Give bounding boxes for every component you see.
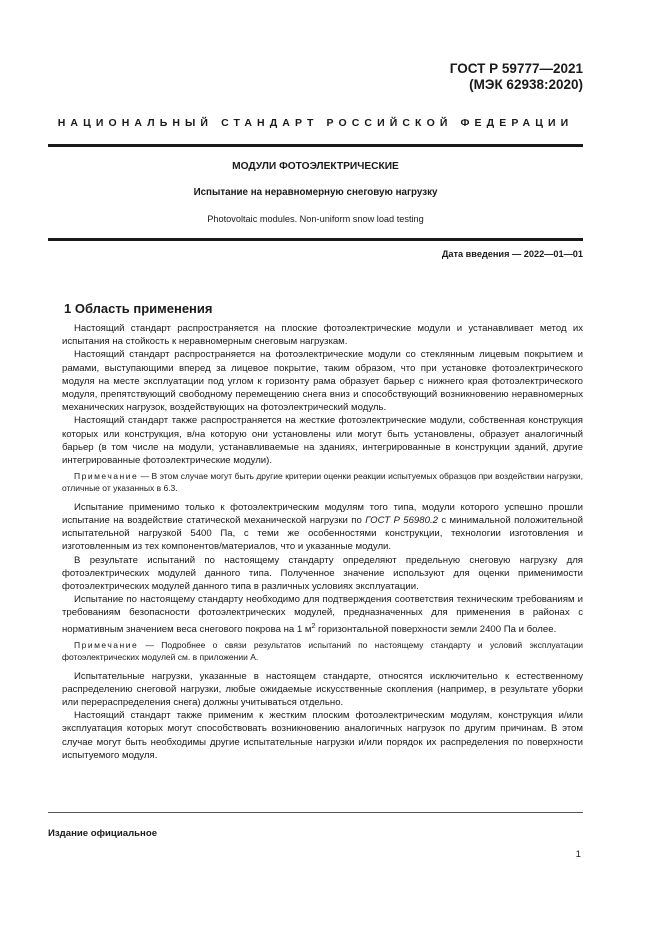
iec-number: (МЭК 62938:2020)	[469, 77, 583, 92]
bottom-divider	[48, 238, 583, 241]
english-title: Photovoltaic modules. Non-uniform snow load testing	[207, 214, 424, 224]
note-text: — В этом случае могут быть другие критерии оценки реакции испытуемых образцов при воздействии нагрузки, отличные от указанных в 6.3.	[62, 471, 583, 494]
paragraph: Испытание применимо только к фотоэлектрическим модулям того типа, модули которого успешно прошли испытание на воздействие статической механической нагрузки по ГОСТ Р 56980.2 с минимальной положительной испытательной нагрузкой 5400 Па, с теми же особенностями конструкции, технологии изготовления и изготовленным из тех компонентов/материалов, что и указанные модули.	[62, 501, 583, 553]
note-label: Примечание	[74, 471, 139, 482]
paragraph: Настоящий стандарт распространяется на плоские фотоэлектрические модули и устанавливает метод их испытания на стойкость к неравномерным снеговым нагрузкам.	[62, 323, 583, 348]
official-edition-label: Издание официальное	[48, 828, 158, 839]
paragraph: Настоящий стандарт распространяется на фотоэлектрические модули со стеклянным лицевым покрытием и рамами, выступающими вперед за лицевое покрытие, таким образом, что при установке фотоэлектрического модуля на месте эксплуатации под углом к горизонту рама образует барьер с нижнего края фотоэлектрического модуля, препятствующий свободному перемещению снега вниз и способствующий возникновению неравномерных механических нагрузок, воздействующих на фотоэлектрический модуль.	[62, 349, 583, 414]
note-text: — Подробнее о связи результатов испытаний по настоящему стандарту и условий эксплуатации фотоэлектрических модулей см. в приложении А.	[62, 640, 583, 662]
paragraph: Настоящий стандарт также распространяется на жесткие фотоэлектрические модули, собственная конструкция которых или конструкция, в/на которую они установлены или могут быть установлены, образует аналогичный барьер (в том числе на модули, устанавливаемые на зданиях, интегрированные в конструкции зданий, другие интегрированные фотоэлектрические модули).	[62, 415, 583, 467]
introduction-date: Дата введения — 2022—01—01	[441, 249, 583, 259]
standard-reference: ГОСТ Р 56980.2	[365, 515, 438, 527]
note-label: Примечание	[74, 640, 139, 651]
section-body	[62, 322, 583, 762]
page-number: 1	[575, 849, 581, 860]
standard-code	[450, 61, 583, 93]
section-heading: 1 Область применения	[64, 301, 213, 316]
document-subtitle: Испытание на неравномерную снеговую нагрузку	[193, 187, 438, 198]
paragraph: Настоящий стандарт также применим к жестким плоским фотоэлектрическим модулям, конструкция и/или эксплуатация которых могут способствовать возникновению аналогичных нагрузок по другим причинам. В этом случае могут быть необходимы другие испытательные нагрузки и/или порядок их распределения по поверхности испытуемого модуля.	[62, 710, 583, 761]
footer-divider	[48, 812, 583, 813]
paragraph: Испытательные нагрузки, указанные в настоящем стандарте, относятся исключительно к естественному распределению снеговой нагрузки, любые ожидаемые искусственные скопления (например, в результате уборки или перераспределения снега) должны учитываться отдельно.	[62, 670, 583, 709]
top-divider	[48, 144, 583, 147]
paragraph: Испытание по настоящему стандарту необходимо для подтверждения соответствия техническим требованиям и требованиям безопасности фотоэлектрических модулей, предназначенных для применения в районах с нормативным значением веса снегового покрова на 1 $м^2$ горизонтальной поверхности земли 2400 Па и более.	[62, 594, 583, 635]
standard-number: ГОСТ Р 59777—2021	[449, 61, 583, 76]
note	[62, 640, 583, 664]
document-title: МОДУЛИ ФОТОЭЛЕКТРИЧЕСКИЕ	[232, 161, 399, 172]
paragraph: В результате испытаний по настоящему стандарту определяют предельную снеговую нагрузку для фотоэлектрических модулей данного типа. Полученное значение используют для оценки применимости фотоэлектрических модулей данного типа в различных условиях эксплуатации.	[62, 554, 583, 593]
note	[62, 471, 583, 495]
national-standard-heading: НАЦИОНАЛЬНЫЙ СТАНДАРТ РОССИЙСКОЙ ФЕДЕРАЦИИ	[57, 117, 574, 129]
